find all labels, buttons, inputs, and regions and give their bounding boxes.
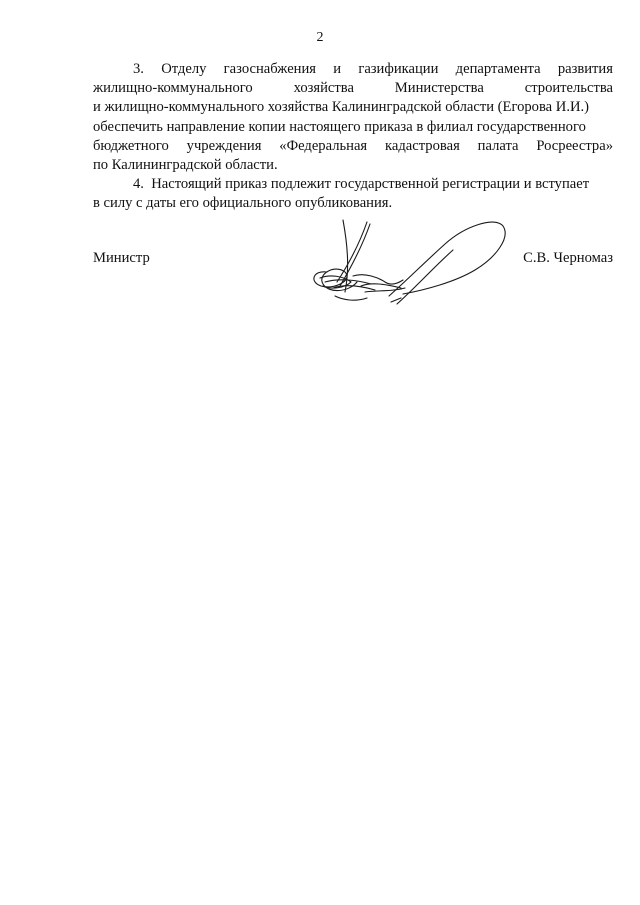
word: департамента: [455, 61, 541, 77]
signatory-name: С.В. Черномаз: [523, 250, 613, 266]
word: хозяйства: [293, 80, 354, 97]
word: жилищно-коммунального: [93, 80, 253, 97]
paragraph-3-line-1: [93, 60, 613, 79]
word: Отделу: [161, 61, 207, 77]
word: развития: [557, 61, 613, 77]
word: кадастровая: [385, 137, 460, 154]
paragraph-3-line-5: [93, 137, 613, 156]
signatory-title: Министр: [93, 250, 150, 266]
paragraph-3-line-2: [93, 79, 613, 98]
paragraph-3-line-6: по Калининградской области.: [93, 157, 278, 174]
paragraph-4: [93, 175, 613, 213]
word: Росреестра»: [536, 137, 613, 154]
word: бюджетного: [93, 137, 169, 154]
word: 3.: [133, 61, 144, 77]
word: газоснабжения: [223, 61, 317, 77]
document-body: [93, 60, 613, 214]
paragraph-4-line-1: 4. Настоящий приказ подлежит государственной регистрации и вступает: [133, 176, 590, 193]
word: палата: [477, 137, 519, 154]
paragraph-3-line-4: обеспечить направление копии настоящего приказа в филиал государственного: [93, 118, 586, 135]
word: «Федеральная: [279, 137, 368, 154]
word: строительства: [524, 80, 613, 97]
paragraph-3-line-3: и жилищно-коммунального хозяйства Калининградской области (Егорова И.И.): [93, 99, 590, 116]
page-number: 2: [316, 30, 324, 45]
word: газификации: [358, 61, 439, 77]
paragraph-3: [93, 60, 613, 175]
paragraph-4-line-2: в силу с даты его официального опубликования.: [93, 195, 393, 212]
word: и: [333, 61, 342, 77]
word: Министерства: [394, 80, 484, 97]
word: учреждения: [186, 137, 262, 154]
handwritten-signature: [305, 212, 515, 312]
